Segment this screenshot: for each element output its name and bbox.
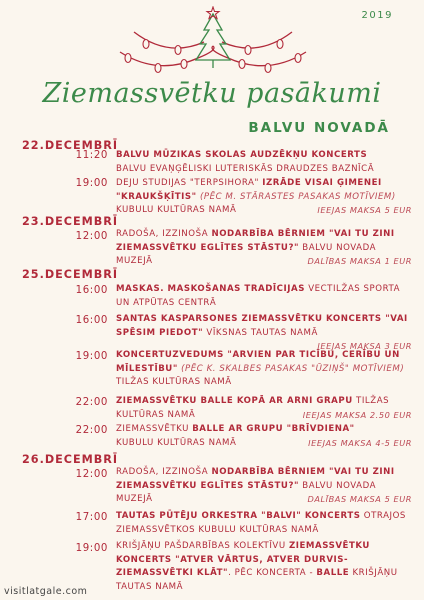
event-organizer: RADOŠA, IZZINOŠA [116, 229, 212, 239]
event-description [116, 510, 412, 537]
event-note: (PĒC K. SKALBES PASAKAS "ŪZIŅŠ" MOTĪVIEM) [177, 363, 405, 374]
event-time: 12:00 [75, 231, 108, 242]
footer-website: visitlatgale.com [4, 586, 88, 597]
event-extra-title: BALLE [316, 568, 350, 579]
event-organizer: KRIŠJĀŅU PAŠDARBĪBAS KOLEKTĪVU [116, 541, 289, 551]
event-venue: KUBULU KULTŪRAS NAMĀ [116, 437, 237, 448]
event-title: IZRĀDE VISAI ĢIMENEI "KRAUKŠĶĪTIS" [116, 178, 382, 202]
event-venue: KRIŠJĀŅU TAUTAS NAMĀ [116, 568, 398, 593]
event-venue: OTRAJOS ZIEMASSVĒTKOS KUBULU KULTŪRAS NAMĀ [116, 511, 406, 535]
event-description [116, 149, 412, 176]
event-venue: TILŽAS KULTŪRAS NAMĀ [116, 377, 232, 388]
event-time: 12:00 [75, 469, 108, 480]
event-time: 16:00 [75, 315, 108, 326]
event-title: MASKAS. MASKOŠANAS TRADĪCIJAS [116, 284, 305, 294]
christmas-tree-garland-icon [118, 6, 308, 76]
event-organizer: ZIEMASSVĒTKU [116, 424, 193, 434]
event-title: BALLE AR GRUPU "BRĪVDIENA" [192, 424, 355, 434]
event-description [116, 283, 412, 310]
event-fee: IEEJAS MAKSA 5 EUR [317, 205, 412, 216]
event-venue: TILŽAS KULTŪRAS NAMĀ [116, 396, 390, 420]
event-organizer: DEJU STUDIJAS "TERPSIHORA" [116, 178, 263, 188]
event-description [116, 349, 412, 390]
event-description [116, 540, 412, 595]
event-title: BALVU MŪZIKAS SKOLAS AUDZĒKŅU KONCERTS [116, 150, 368, 160]
event-description [116, 466, 412, 507]
event-time: 22:00 [75, 397, 108, 408]
event-title: ZIEMASSVĒTKU BALLE KOPĀ AR ARNI GRAPU [116, 396, 353, 406]
event-note: (PĒC M. STĀRASTES PASAKAS MOTĪVIEM) [196, 191, 396, 202]
event-note: . PĒC KONCERTA - [228, 568, 317, 579]
event-time: 19:00 [75, 178, 108, 189]
event-fee: IEEJAS MAKSA 2.50 EUR [302, 409, 412, 420]
event-fee: DALĪBAS MAKSA 1 EUR [307, 256, 412, 267]
date-heading: 23.DECEMBRĪ [22, 215, 119, 228]
event-venue: BALVU NOVADA MUZEJĀ [116, 242, 377, 267]
event-title: SANTAS KASPARSONES ZIEMASSVĒTKU KONCERTS "VAI SPĒSIM PIEDOT" [116, 314, 408, 338]
page-subtitle: BALVU NOVADĀ [248, 120, 390, 136]
event-title: KONCERTUZVEDUMS "ARVIEN PAR TICĪBU, CERĪBU UN MĪLESTĪBU" [116, 350, 400, 374]
event-description [116, 395, 412, 422]
event-venue: BALVU EVAŅĢĒLISKI LUTERISKĀS DRAUDZES BAZNĪCĀ [116, 163, 375, 174]
event-venue: KUBULU KULTŪRAS NAMĀ [116, 205, 237, 216]
event-description [116, 228, 412, 269]
year-label: 2019 [361, 10, 393, 21]
event-title: TAUTAS PŪTĒJU ORKESTRA "BALVI" KONCERTS [116, 511, 361, 521]
event-title: NODARBĪBA BĒRNIEM "VAI TU ZINI ZIEMASSVĒTKU EGLĪTES STĀSTU?" [116, 467, 395, 491]
event-time: 11:20 [75, 150, 108, 161]
event-title: ZIEMASSVĒTKU KONCERTS "ATVER VĀRTUS, ATVER DURVIS- ZIEMASSVĒTKI KLĀT" [116, 541, 370, 579]
date-heading: 25.DECEMBRĪ [22, 268, 119, 281]
event-description [116, 313, 412, 354]
date-heading: 22.DECEMBRĪ [22, 139, 119, 152]
event-time: 17:00 [75, 512, 108, 523]
event-time: 19:00 [75, 543, 108, 554]
page-title: Ziemassvētku pasākumi [42, 78, 382, 109]
event-time: 19:00 [75, 351, 108, 362]
event-fee: IEEJAS MAKSA 4-5 EUR [308, 437, 412, 448]
event-description [116, 177, 412, 218]
event-organizer: RADOŠA, IZZINOŠA [116, 467, 212, 477]
event-fee: DALĪBAS MAKSA 5 EUR [307, 494, 412, 505]
event-time: 16:00 [75, 285, 108, 296]
date-heading: 26.DECEMBRĪ [22, 453, 119, 466]
event-venue: VĪKSNAS TAUTAS NAMĀ [203, 327, 318, 338]
event-title: NODARBĪBA BĒRNIEM "VAI TU ZINI ZIEMASSVĒTKU EGLĪTES STĀSTU?" [116, 229, 395, 253]
event-description [116, 423, 412, 450]
event-venue: BALVU NOVADA MUZEJĀ [116, 480, 377, 505]
event-fee: IEEJAS MAKSA 3 EUR [317, 341, 412, 352]
event-venue: VECTILŽAS SPORTA UN ATPŪTAS CENTRĀ [116, 284, 401, 308]
event-time: 22:00 [75, 425, 108, 436]
